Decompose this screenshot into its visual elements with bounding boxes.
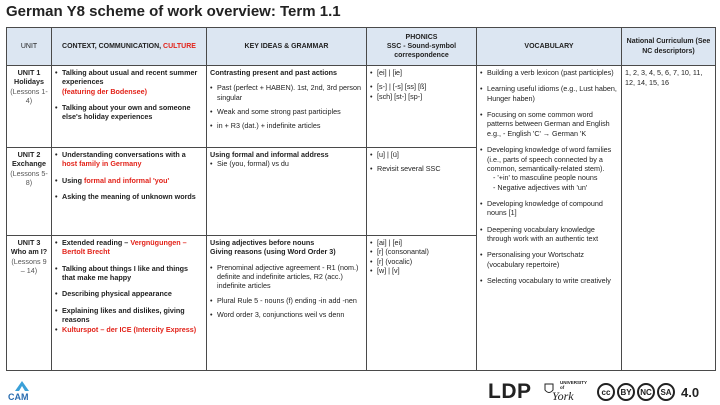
list-item [210,83,363,102]
cam-logo-text: CAM [8,392,29,402]
list-item [55,289,203,298]
vocab-text: Learning useful idioms (e.g., Lust haben, Hunger haben) [487,84,617,103]
list-item [480,225,618,244]
context-culture: (featuring der Bodensee) [62,86,148,96]
list-item [370,238,473,247]
grammar-heading: Using adjectives before nouns [210,238,315,247]
list-item [370,164,473,173]
unit-cell [7,148,52,236]
grammar-heading-2: Giving reasons (using Word Order 3) [210,247,336,257]
phonics-text: [u] | [ü] [377,150,399,159]
table-row-unit-1 [7,66,716,148]
context-text: Describing physical appearance [62,289,172,299]
list-item [55,150,203,169]
vocab-subpoint: - Negative adjectives with 'un' [493,182,588,192]
phonics-text: Revisit several SSC [377,164,441,174]
header-phonics-title: PHONICS [405,33,438,41]
footer [0,378,720,405]
context-text: Talking about usual and recent summer experiences [62,68,198,87]
list-item [370,92,473,101]
unit-cell [7,66,52,148]
grammar-cell [207,66,367,148]
scheme-table [6,27,716,371]
vocab-text: Selecting vocabulary to write creatively [487,276,611,286]
list-item [210,296,363,305]
list-item [55,238,203,257]
list-item [370,257,473,266]
unit-number: UNIT 1 [17,68,41,77]
context-text: Extended reading – [62,238,129,247]
cc-icon: cc [597,383,615,401]
grammar-text: Word order 3, conjunctions weil vs denn [217,310,345,320]
nc-descriptors: 1, 2, 3, 4, 5, 6, 7, 10, 11, 12, 14, 15, 16 [625,68,703,87]
cam-logo [8,380,36,404]
list-item [55,176,203,185]
list-item [480,250,618,269]
grammar-text: Sie (you, formal) vs du [217,159,289,169]
cc-version: 4.0 [681,384,700,400]
header-vocab: VOCABULARY [477,28,622,66]
phonics-text: [r] (vocalic) [377,256,413,266]
list-item [55,264,203,283]
page-title: German Y8 scheme of work overview: Term 1.1 [6,3,341,20]
list-item [210,159,363,168]
list-item [210,263,363,291]
header-context-label: CONTEXT, COMMUNICATION, [62,42,164,50]
list-item [480,145,618,192]
list-item [55,325,203,334]
york-logo-big: York [552,389,574,403]
grammar-cell [207,236,367,371]
vocab-subpoint: - '+in' to masculine people nouns [493,173,598,183]
list-item [55,68,203,96]
list-item [370,266,473,275]
unit-lessons: (Lessons 1-4) [10,86,48,106]
header-unit: UNIT [7,28,52,66]
unit-lessons: (Lessons 5-8) [10,168,48,188]
vocab-text: Building a verb lexicon (past participles) [487,68,614,77]
context-text: Understanding conversations with a [62,150,186,159]
header-culture-label: CULTURE [163,42,196,50]
phonics-cell [367,66,477,148]
unit-number: UNIT 2 [17,150,41,159]
cc-sa-icon: SA [657,383,675,401]
context-cell [52,148,207,236]
header-nc: National Curriculum (See NC descriptors) [622,28,716,66]
nc-cell [622,66,716,371]
context-culture: Kulturspot – der ICE (Intercity Express) [62,324,197,334]
context-text: Asking the meaning of unknown words [62,192,196,202]
grammar-text: Weak and some strong past participles [217,107,341,117]
list-item [370,68,473,77]
grammar-text: Plural Rule 5 - nouns (f) ending -in add -nen [217,295,357,305]
list-item [210,310,363,319]
unit-number: UNIT 3 [17,238,41,247]
vocab-text: Focusing on some common word patterns between German and English e.g., - English 'C' → German 'K [487,110,610,138]
list-item [480,276,618,285]
grammar-text: in + R3 (dat.) + indefinite articles [217,121,321,131]
context-culture: host family in Germany [62,159,142,169]
context-text: Talking about your own and someone else's holiday experiences [62,103,191,122]
list-item [480,84,618,103]
list-item [55,306,203,325]
list-item [480,68,618,77]
context-cell [52,236,207,371]
vocab-text: Developing knowledge of compound nouns [1] [487,198,603,218]
list-item [210,121,363,130]
phonics-cell [367,148,477,236]
york-logo [544,381,592,403]
list-item [55,192,203,201]
vocab-text: Developing knowledge of word families (i.e., parts of speech connected by a common, semantically-related stem). [487,145,612,173]
list-item [55,103,203,122]
phonics-text: [ei] | [ie] [377,68,403,77]
list-item [480,110,618,138]
context-text: Explaining likes and dislikes, giving reasons [62,305,185,325]
vocab-text: Personalising your Wortschatz (vocabulary repertoire) [487,250,584,269]
cc-license [597,382,699,402]
header-row [7,28,716,66]
list-item [480,199,618,218]
list-item [370,82,473,91]
phonics-text: [w] | [v] [377,266,400,276]
phonics-text: [ai] | [ei] [377,238,403,247]
list-item [370,247,473,256]
cam-logo-icon [14,380,30,392]
ldp-logo: LDP [488,380,532,403]
cc-nc-icon: NC [637,383,655,401]
vocab-text: Deepening vocabulary knowledge through work with an authentic text [487,224,599,244]
header-phonics-subtitle: SSC - Sound-symbol correspondence [386,42,457,60]
context-culture: Vergnügungen – Bertolt Brecht [62,238,187,257]
header-ideas: KEY IDEAS & GRAMMAR [207,28,367,66]
header-phonics [367,28,477,66]
unit-title: Who am I? [10,247,48,257]
context-text: Talking about things I like and things that make me happy [62,263,189,283]
unit-title: Exchange [12,159,46,169]
grammar-text: Past (perfect + HABEN). 1st, 2nd, 3rd person singular [217,83,362,102]
unit-cell [7,236,52,371]
phonics-text: [sch] [st-] [sp-] [377,91,423,101]
phonics-text: [s-] | [-s] [ss] [ß] [377,82,427,92]
context-culture: formal and informal 'you' [83,175,170,185]
grammar-heading: Contrasting present and past actions [210,68,337,77]
grammar-cell [207,148,367,236]
phonics-text: [r] (consonantal) [377,247,429,257]
phonics-cell [367,236,477,371]
grammar-text: Prenominal adjective agreement - R1 (nom.) definite and indefinite articles, R2 (acc.) indefinite articles [217,262,359,291]
context-cell [52,66,207,148]
header-context [52,28,207,66]
york-logo-small: UNIVERSITY of [560,380,587,390]
list-item [370,150,473,159]
grammar-heading: Using formal and informal address [210,150,329,159]
unit-title: Holidays [14,77,44,87]
cc-by-icon: BY [617,383,635,401]
unit-lessons: (Lessons 9 – 14) [11,256,47,276]
list-item [210,107,363,116]
vocabulary-cell [477,66,622,371]
context-text: Using [62,175,82,185]
